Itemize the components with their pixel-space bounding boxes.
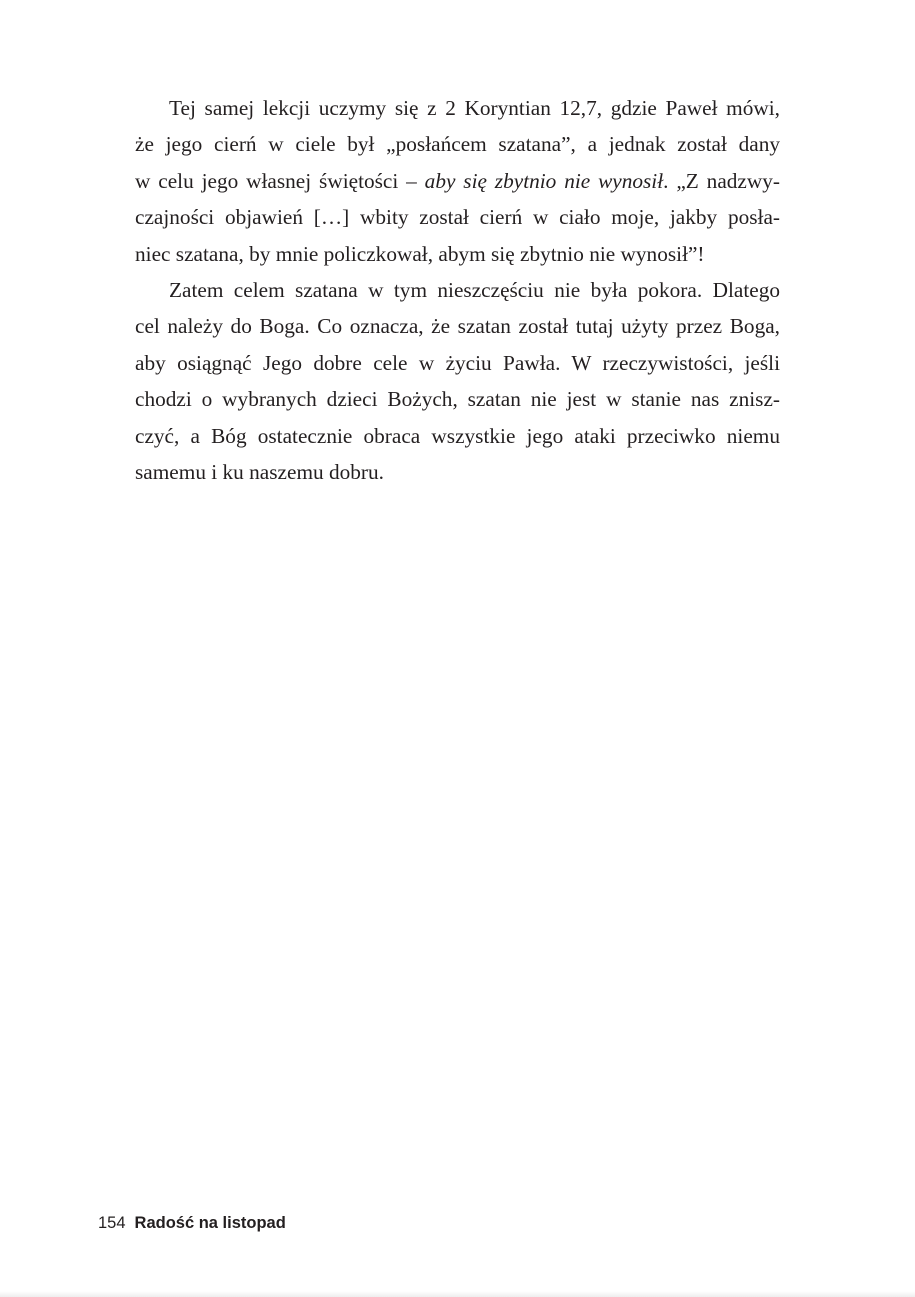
body-text [135, 90, 780, 490]
paragraph-2 [135, 272, 780, 490]
text-line: że jego cierń w ciele był „posłańcem szatana”, a jednak został dany [135, 132, 780, 157]
text-line: samemu i ku naszemu dobru. [135, 460, 385, 485]
text-run: . „Z nadzwy- [663, 168, 780, 193]
text-line: chodzi o wybranych dzieci Bożych, szatan nie jest w stanie nas znisz- [135, 387, 780, 412]
page-edge-shadow [0, 1291, 915, 1297]
text-line: Zatem celem szatana w tym nieszczęściu nie była pokora. Dlatego [169, 278, 780, 303]
page-footer [98, 1214, 286, 1233]
text-line: aby osiągnąć Jego dobre cele w życiu Pawła. W rzeczywistości, jeśli [135, 350, 780, 375]
text-line [135, 163, 780, 199]
paragraph-1 [135, 90, 780, 272]
text-line: niec szatana, by mnie policzkował, abym się zbytnio nie wynosił”! [135, 241, 705, 266]
text-line: czyć, a Bóg ostatecznie obraca wszystkie jego ataki przeciwko niemu [135, 423, 780, 448]
text-run: w celu jego własnej świętości – [135, 168, 425, 193]
page-number: 154 [98, 1214, 126, 1232]
running-title: Radość na listopad [134, 1214, 286, 1232]
text-line: czajności objawień […] wbity został cierń w ciało moje, jakby posła- [135, 205, 780, 230]
text-line: cel należy do Boga. Co oznacza, że szatan został tutaj użyty przez Boga, [135, 314, 780, 339]
italic-quote: aby się zbytnio nie wynosił [424, 168, 664, 193]
text-line: Tej samej lekcji uczymy się z 2 Koryntian 12,7, gdzie Paweł mówi, [169, 96, 780, 120]
